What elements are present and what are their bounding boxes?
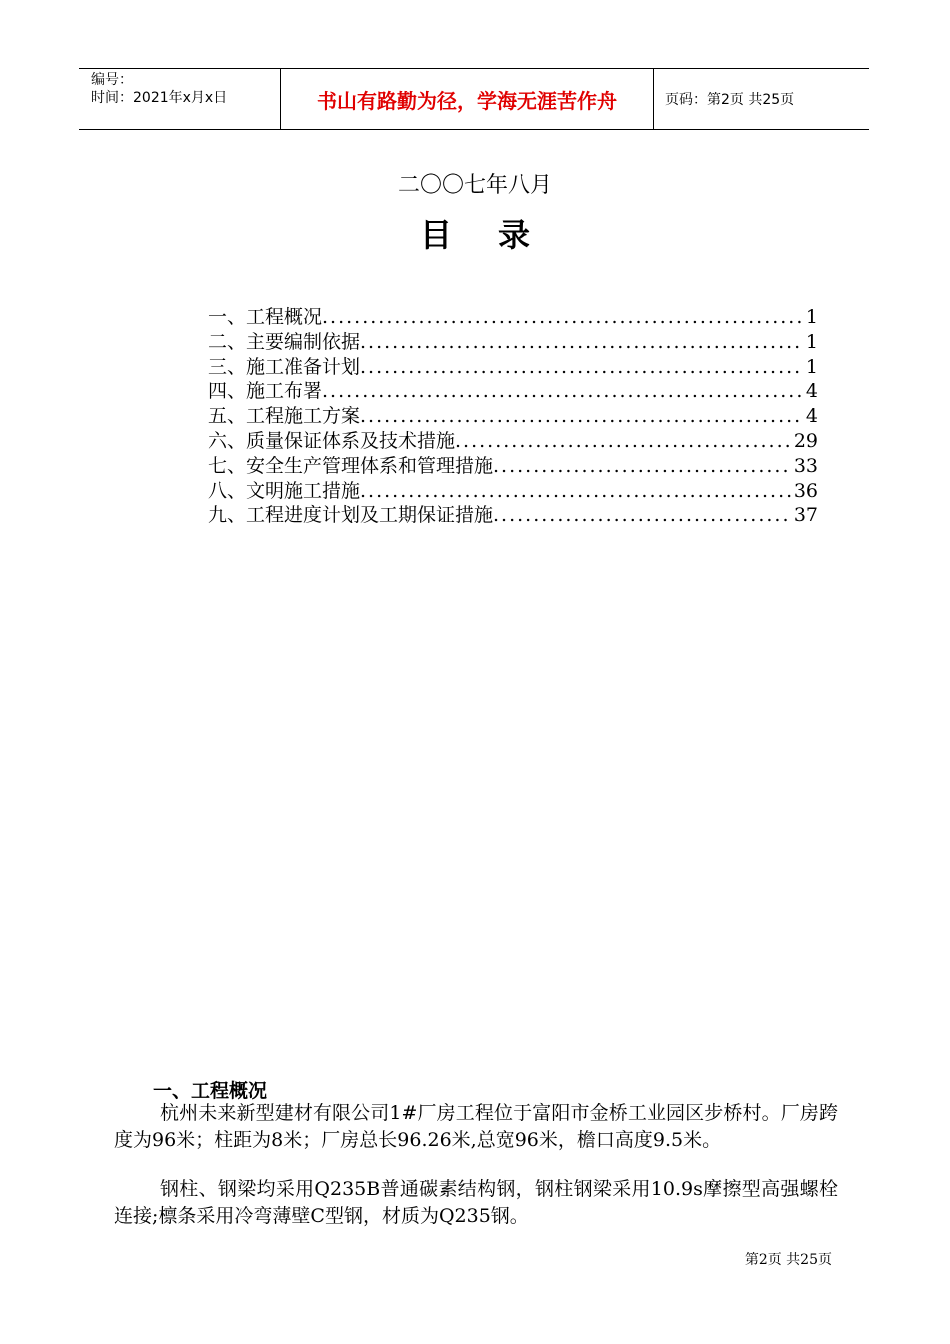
toc-entry[interactable] [208,330,818,355]
toc-leader [322,305,804,330]
toc-entry-page: 1 [805,355,818,378]
code-label: 编号： [91,72,133,88]
toc-entry-label: 六、质量保证体系及技术措施 [208,429,456,452]
toc-entry[interactable] [208,503,818,528]
toc-entry-label: 二、主要编制依据 [208,330,361,353]
section-heading: 一、工程概况 [153,1080,268,1102]
toc-entry-label: 九、工程进度计划及工期保证措施 [208,504,494,527]
toc-entry-page: 33 [793,454,818,477]
header-divider [653,69,654,129]
toc-entry[interactable] [208,379,818,404]
toc-entry-page: 1 [805,306,818,328]
time-label: 时间：2021年x月x日 [91,90,228,106]
toc-leader [360,330,804,355]
toc-entry[interactable] [208,479,818,504]
document-date: 二〇〇七年八月 [397,173,552,198]
toc-leader [360,404,804,429]
toc-entry-page: 29 [793,429,818,452]
toc-entry[interactable] [208,404,818,429]
toc-entry-label: 一、工程概况 [208,306,323,328]
toc-entry-label: 四、施工布署 [208,380,323,403]
toc-leader [360,355,804,380]
toc-entry-page: 36 [793,479,818,502]
toc-entry-page: 37 [793,504,818,527]
toc-entry-page: 4 [805,405,818,428]
header-page-info: 页码：第2页 共25页 [665,92,795,108]
toc-entry[interactable] [208,355,818,380]
toc-entry[interactable] [208,454,818,479]
table-of-contents [208,305,818,528]
toc-entry-label: 八、文明施工措施 [208,479,361,502]
toc-leader [455,429,792,454]
header-meta [91,71,281,107]
body-paragraph: 杭州未来新型建材有限公司1#厂房工程位于富阳市金桥工业园区步桥村。厂房跨度为96米；柱距为8米；厂房总长96.26米,总宽96米，檐口高度9.5米。 [114,1102,838,1151]
toc-entry[interactable] [208,305,818,330]
body-paragraph: 钢柱、钢梁均采用Q235B普通碳素结构钢，钢柱钢梁采用10.9s摩擦型高强螺栓连接;檩条采用冷弯薄壁C型钢，材质为Q235钢。 [114,1178,838,1227]
toc-leader [360,479,792,504]
toc-entry-page: 4 [805,380,818,403]
toc-title: 目录 [419,216,576,254]
toc-entry[interactable] [208,429,818,454]
toc-entry-label: 七、安全生产管理体系和管理措施 [208,454,494,477]
page-footer: 第2页 共25页 [744,1252,832,1268]
toc-entry-label: 三、施工准备计划 [208,355,361,378]
toc-leader [493,503,792,528]
page-header [79,68,869,130]
toc-leader [322,379,804,404]
toc-entry-page: 1 [805,330,818,353]
toc-entry-label: 五、工程施工方案 [208,405,361,428]
header-motto: 书山有路勤为径，学海无涯苦作舟 [317,88,617,113]
toc-leader [493,454,792,479]
